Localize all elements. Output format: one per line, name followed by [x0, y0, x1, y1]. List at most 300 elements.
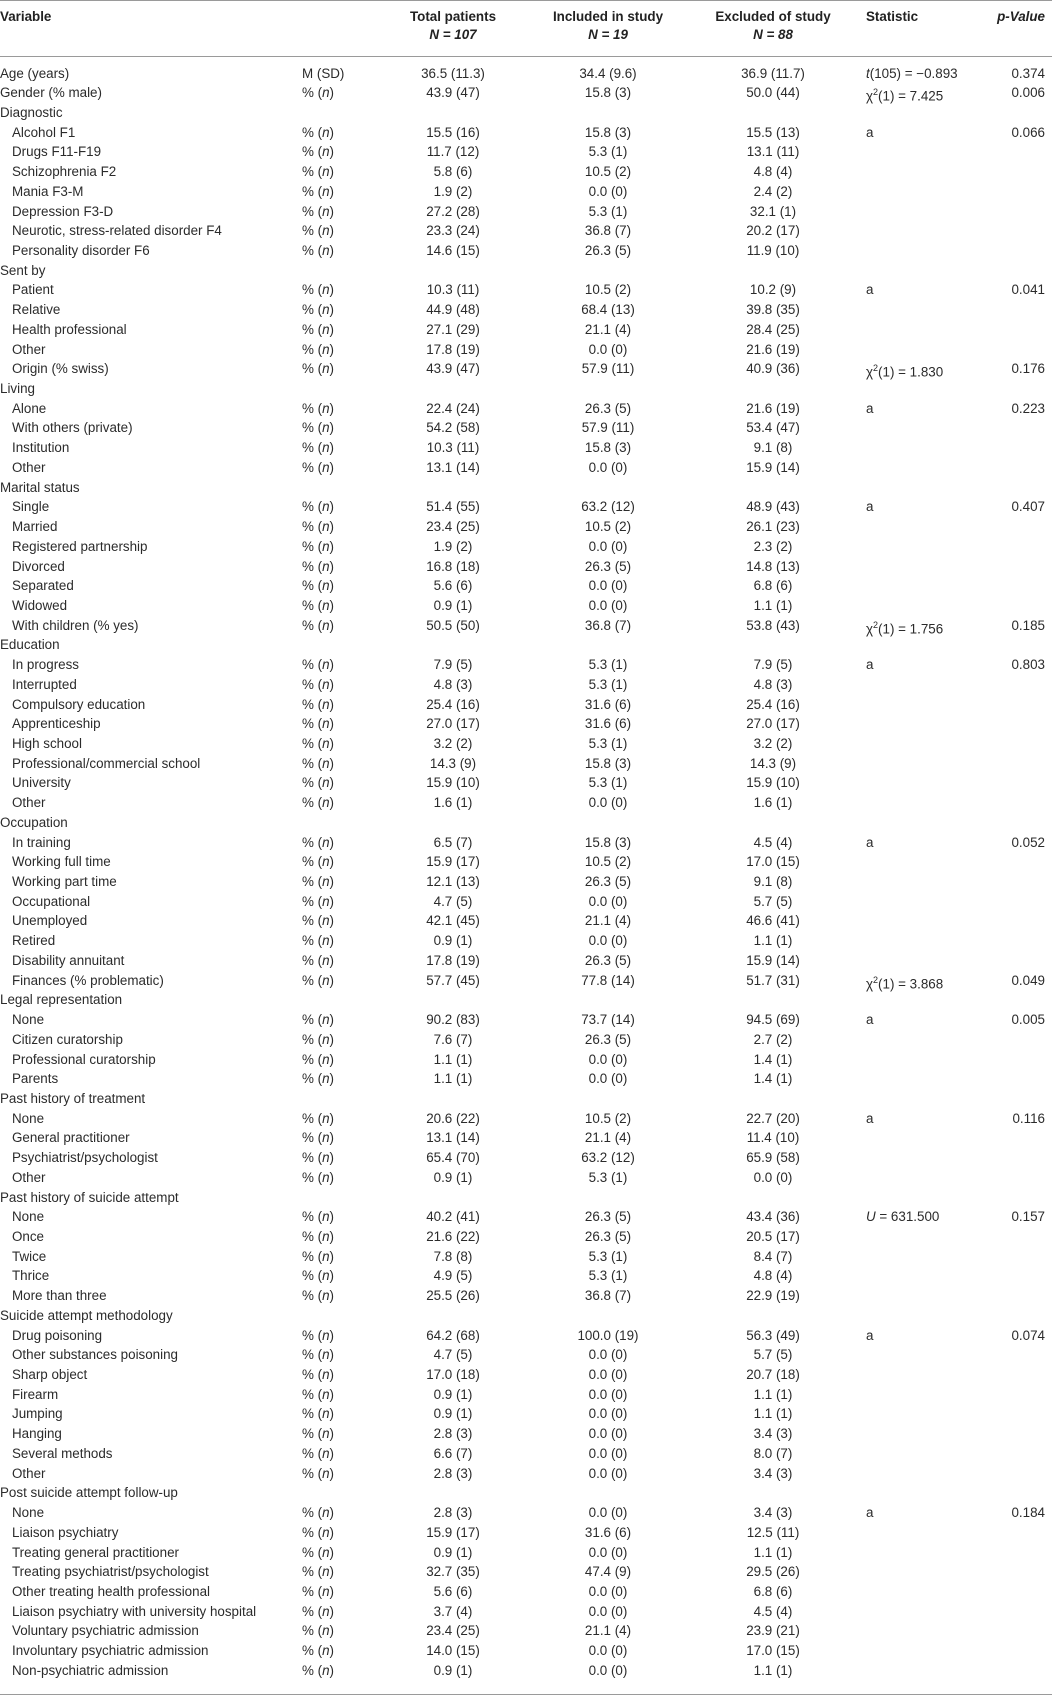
excluded-cell: 3.4 (3): [753, 1505, 793, 1521]
excluded-cell: 20.2 (17): [746, 223, 800, 239]
measure-cell: % (n): [302, 1643, 335, 1659]
table-row: [0, 1207, 1052, 1227]
measure-cell: % (n): [302, 282, 335, 298]
total-cell: 2.8 (3): [433, 1426, 473, 1442]
measure-cell: % (n): [302, 597, 335, 613]
included-cell: 0.0 (0): [588, 1583, 628, 1599]
variable-cell: Retired: [12, 933, 56, 949]
statistic-cell: a: [866, 657, 874, 673]
table-row: [0, 1365, 1052, 1385]
measure-cell: % (n): [302, 1130, 335, 1146]
group-row: [0, 103, 1052, 123]
included-cell: 26.3 (5): [584, 558, 632, 574]
measure-cell: % (n): [302, 933, 335, 949]
measure-cell: % (n): [302, 1012, 335, 1028]
header-included: [538, 8, 678, 44]
included-cell: 0.0 (0): [588, 1426, 628, 1442]
total-cell: 0.9 (1): [433, 933, 473, 949]
variable-cell: Other treating health professional: [12, 1583, 211, 1599]
measure-cell: % (n): [302, 1662, 335, 1678]
variable-cell: Married: [12, 519, 58, 535]
variable-cell: Once: [12, 1228, 45, 1244]
table-row: [0, 773, 1052, 793]
variable-cell: Marital status: [0, 479, 80, 495]
variable-cell: Gender (% male): [0, 85, 102, 101]
variable-cell: Interrupted: [12, 676, 77, 692]
excluded-cell: 20.5 (17): [746, 1228, 800, 1244]
table-row: [0, 596, 1052, 616]
variable-cell: Liaison psychiatry with university hospital: [12, 1603, 257, 1619]
total-cell: 65.4 (70): [426, 1150, 480, 1166]
variable-cell: Psychiatrist/psychologist: [12, 1150, 158, 1166]
header-total-n: N = 107: [429, 27, 477, 42]
variable-cell: Apprenticeship: [12, 716, 101, 732]
group-row: [0, 1483, 1052, 1503]
total-cell: 90.2 (83): [426, 1012, 480, 1028]
included-cell: 21.1 (4): [584, 913, 632, 929]
table-row: [0, 971, 1052, 991]
total-cell: 7.9 (5): [433, 657, 473, 673]
variable-cell: Professional curatorship: [12, 1051, 156, 1067]
included-cell: 0.0 (0): [588, 459, 628, 475]
included-cell: 5.3 (1): [588, 1169, 628, 1185]
statistic-cell: a: [866, 124, 874, 140]
total-cell: 2.8 (3): [433, 1505, 473, 1521]
table-row: [0, 1326, 1052, 1346]
excluded-cell: 21.6 (19): [746, 400, 800, 416]
variable-cell: Relative: [12, 302, 61, 318]
table-row: [0, 872, 1052, 892]
included-cell: 31.6 (6): [584, 716, 632, 732]
variable-cell: Drug poisoning: [12, 1327, 103, 1343]
table-row: [0, 714, 1052, 734]
header-pvalue: [950, 8, 1045, 26]
table-row: [0, 1010, 1052, 1030]
statistic-cell: a: [866, 1110, 874, 1126]
table-row: [0, 182, 1052, 202]
total-cell: 11.7 (12): [426, 144, 480, 160]
measure-cell: % (n): [302, 1031, 335, 1047]
variable-cell: Involuntary psychiatric admission: [12, 1643, 209, 1659]
variable-cell: Separated: [12, 578, 74, 594]
included-cell: 0.0 (0): [588, 538, 628, 554]
pvalue-cell: 0.066: [1011, 124, 1045, 140]
table-row: [0, 931, 1052, 951]
group-row: [0, 990, 1052, 1010]
measure-cell: % (n): [302, 657, 335, 673]
included-cell: 5.3 (1): [588, 735, 628, 751]
included-cell: 21.1 (4): [584, 1130, 632, 1146]
table-row: [0, 1286, 1052, 1306]
measure-cell: % (n): [302, 1583, 335, 1599]
variable-cell: Past history of treatment: [0, 1090, 146, 1106]
variable-cell: Hanging: [12, 1426, 62, 1442]
excluded-cell: 53.8 (43): [746, 617, 800, 633]
group-row: [0, 261, 1052, 281]
table-row: [0, 497, 1052, 517]
variable-cell: Other substances poisoning: [12, 1347, 178, 1363]
variable-cell: Drugs F11-F19: [12, 144, 102, 160]
variable-cell: Occupation: [0, 814, 68, 830]
pvalue-cell: 0.803: [1011, 657, 1045, 673]
variable-cell: None: [12, 1012, 45, 1028]
table-row: [0, 576, 1052, 596]
total-cell: 7.6 (7): [433, 1031, 473, 1047]
included-cell: 0.0 (0): [588, 1071, 628, 1087]
statistic-cell: a: [866, 1012, 874, 1028]
measure-cell: % (n): [302, 1347, 335, 1363]
included-cell: 10.5 (2): [584, 1110, 632, 1126]
table-row: [0, 162, 1052, 182]
measure-cell: % (n): [302, 420, 335, 436]
pvalue-cell: 0.006: [1011, 85, 1045, 101]
total-cell: 0.9 (1): [433, 1169, 473, 1185]
included-cell: 10.5 (2): [584, 164, 632, 180]
included-cell: 0.0 (0): [588, 1367, 628, 1383]
variable-cell: Other: [12, 1169, 46, 1185]
measure-cell: % (n): [302, 1248, 335, 1264]
included-cell: 31.6 (6): [584, 696, 632, 712]
included-cell: 0.0 (0): [588, 1406, 628, 1422]
excluded-cell: 10.2 (9): [749, 282, 797, 298]
excluded-cell: 6.8 (6): [753, 578, 793, 594]
variable-cell: Treating psychiatrist/psychologist: [12, 1564, 209, 1580]
total-cell: 25.4 (16): [426, 696, 480, 712]
total-cell: 13.1 (14): [426, 1130, 480, 1146]
measure-cell: % (n): [302, 1386, 335, 1402]
excluded-cell: 48.9 (43): [746, 499, 800, 515]
excluded-cell: 15.5 (13): [746, 124, 800, 140]
statistic-cell: $\chi^2(1) = 3.868$: [866, 974, 944, 992]
excluded-cell: 11.9 (10): [746, 242, 800, 258]
included-cell: 5.3 (1): [588, 144, 628, 160]
excluded-cell: 21.6 (19): [746, 341, 800, 357]
variable-cell: Other: [12, 1465, 46, 1481]
statistic-cell: $\chi^2(1) = 1.756$: [866, 619, 944, 637]
included-cell: 0.0 (0): [588, 1347, 628, 1363]
table-row: [0, 1602, 1052, 1622]
measure-cell: % (n): [302, 321, 335, 337]
table-row: [0, 1128, 1052, 1148]
excluded-cell: 1.4 (1): [753, 1051, 793, 1067]
included-cell: 0.0 (0): [588, 1386, 628, 1402]
measure-cell: % (n): [302, 834, 335, 850]
excluded-cell: 0.0 (0): [753, 1169, 793, 1185]
variable-cell: Finances (% problematic): [12, 972, 164, 988]
table-row: [0, 1503, 1052, 1523]
included-cell: 0.0 (0): [588, 1643, 628, 1659]
measure-cell: % (n): [302, 1071, 335, 1087]
variable-cell: Single: [12, 499, 50, 515]
excluded-cell: 1.1 (1): [753, 1662, 793, 1678]
included-cell: 0.0 (0): [588, 1445, 628, 1461]
total-cell: 0.9 (1): [433, 597, 473, 613]
total-cell: 5.6 (6): [433, 578, 473, 594]
variable-cell: Diagnostic: [0, 104, 63, 120]
variable-cell: Registered partnership: [12, 538, 148, 554]
excluded-cell: 36.9 (11.7): [741, 65, 805, 81]
included-cell: 21.1 (4): [584, 1623, 632, 1639]
variable-cell: Disability annuitant: [12, 952, 125, 968]
variable-cell: General practitioner: [12, 1130, 130, 1146]
variable-cell: Other: [12, 795, 46, 811]
pvalue-cell: 0.185: [1011, 617, 1045, 633]
total-cell: 15.5 (16): [426, 124, 480, 140]
table-row: [0, 359, 1052, 379]
measure-cell: % (n): [302, 1603, 335, 1619]
pvalue-cell: 0.176: [1011, 361, 1045, 377]
total-cell: 10.3 (11): [426, 440, 480, 456]
excluded-cell: 17.0 (15): [746, 1643, 800, 1659]
included-cell: 0.0 (0): [588, 933, 628, 949]
excluded-cell: 14.8 (13): [746, 558, 800, 574]
excluded-cell: 4.8 (4): [753, 164, 793, 180]
excluded-cell: 17.0 (15): [746, 854, 800, 870]
excluded-cell: 56.3 (49): [746, 1327, 800, 1343]
group-row: [0, 1306, 1052, 1326]
statistic-cell: a: [866, 400, 874, 416]
excluded-cell: 51.7 (31): [746, 972, 800, 988]
variable-cell: Compulsory education: [12, 696, 146, 712]
included-cell: 36.8 (7): [584, 1288, 632, 1304]
variable-cell: More than three: [12, 1288, 107, 1304]
total-cell: 44.9 (48): [426, 302, 480, 318]
measure-cell: % (n): [302, 617, 335, 633]
variable-cell: Occupational: [12, 893, 91, 909]
table-row: [0, 1050, 1052, 1070]
excluded-cell: 4.8 (4): [753, 1268, 793, 1284]
variable-cell: Alone: [12, 400, 47, 416]
total-cell: 57.7 (45): [426, 972, 480, 988]
included-cell: 68.4 (13): [581, 302, 635, 318]
total-cell: 17.8 (19): [426, 952, 480, 968]
included-cell: 15.8 (3): [584, 124, 632, 140]
measure-cell: % (n): [302, 716, 335, 732]
group-row: [0, 813, 1052, 833]
included-cell: 26.3 (5): [584, 874, 632, 890]
table-row: [0, 734, 1052, 754]
total-cell: 15.9 (17): [426, 854, 480, 870]
table-row: [0, 675, 1052, 695]
table-row: [0, 951, 1052, 971]
variable-cell: Suicide attempt methodology: [0, 1307, 173, 1323]
variable-cell: None: [12, 1505, 45, 1521]
total-cell: 6.6 (7): [433, 1445, 473, 1461]
included-cell: 26.3 (5): [584, 242, 632, 258]
included-cell: 15.8 (3): [584, 85, 632, 101]
included-cell: 0.0 (0): [588, 795, 628, 811]
measure-cell: % (n): [302, 1465, 335, 1481]
table-row: [0, 340, 1052, 360]
group-row: [0, 1188, 1052, 1208]
excluded-cell: 1.1 (1): [753, 597, 793, 613]
table-row: [0, 399, 1052, 419]
table-row: [0, 793, 1052, 813]
excluded-cell: 1.1 (1): [753, 1544, 793, 1560]
measure-cell: % (n): [302, 1288, 335, 1304]
group-row: [0, 379, 1052, 399]
excluded-cell: 3.2 (2): [753, 735, 793, 751]
total-cell: 3.2 (2): [433, 735, 473, 751]
table-row: [0, 1069, 1052, 1089]
included-cell: 21.1 (4): [584, 321, 632, 337]
measure-cell: % (n): [302, 795, 335, 811]
total-cell: 64.2 (68): [426, 1327, 480, 1343]
included-cell: 0.0 (0): [588, 893, 628, 909]
table-row: [0, 1562, 1052, 1582]
total-cell: 4.7 (5): [433, 1347, 473, 1363]
variable-cell: Other: [12, 459, 46, 475]
pvalue-cell: 0.005: [1011, 1012, 1045, 1028]
variable-cell: Education: [0, 637, 60, 653]
excluded-cell: 2.3 (2): [753, 538, 793, 554]
variable-cell: Working part time: [12, 874, 117, 890]
variable-cell: Thrice: [12, 1268, 50, 1284]
measure-cell: % (n): [302, 341, 335, 357]
total-cell: 22.4 (24): [426, 400, 480, 416]
total-cell: 14.0 (15): [426, 1643, 480, 1659]
included-cell: 34.4 (9.6): [579, 65, 637, 81]
included-cell: 0.0 (0): [588, 183, 628, 199]
variable-cell: Past history of suicide attempt: [0, 1189, 179, 1205]
statistic-cell: U = 631.500: [866, 1209, 940, 1225]
variable-cell: Working full time: [12, 854, 111, 870]
measure-cell: % (n): [302, 558, 335, 574]
excluded-cell: 7.9 (5): [753, 657, 793, 673]
measure-cell: % (n): [302, 775, 335, 791]
variable-cell: Sent by: [0, 262, 46, 278]
total-cell: 0.9 (1): [433, 1406, 473, 1422]
table-row: [0, 1641, 1052, 1661]
included-cell: 26.3 (5): [584, 1228, 632, 1244]
excluded-cell: 40.9 (36): [746, 361, 800, 377]
table-row: [0, 1582, 1052, 1602]
excluded-cell: 5.7 (5): [753, 1347, 793, 1363]
table-row: [0, 458, 1052, 478]
header-variable: Variable: [0, 9, 52, 24]
measure-cell: % (n): [302, 499, 335, 515]
variable-cell: Depression F3-D: [12, 203, 114, 219]
total-cell: 21.6 (22): [426, 1228, 480, 1244]
total-cell: 0.9 (1): [433, 1386, 473, 1402]
included-cell: 15.8 (3): [584, 834, 632, 850]
table-row: [0, 537, 1052, 557]
total-cell: 51.4 (55): [426, 499, 480, 515]
pvalue-cell: 0.407: [1011, 499, 1045, 515]
excluded-cell: 9.1 (8): [753, 874, 793, 890]
header-included-n: N = 19: [588, 27, 628, 42]
excluded-cell: 23.9 (21): [746, 1623, 800, 1639]
measure-cell: % (n): [302, 144, 335, 160]
table-row: [0, 754, 1052, 774]
measure-cell: % (n): [302, 1505, 335, 1521]
measure-cell: % (n): [302, 1524, 335, 1540]
included-cell: 5.3 (1): [588, 676, 628, 692]
variable-cell: Personality disorder F6: [12, 242, 150, 258]
excluded-cell: 32.1 (1): [749, 203, 797, 219]
total-cell: 7.8 (8): [433, 1248, 473, 1264]
total-cell: 23.4 (25): [426, 1623, 480, 1639]
excluded-cell: 94.5 (69): [746, 1012, 800, 1028]
variable-cell: None: [12, 1110, 45, 1126]
table-row: [0, 892, 1052, 912]
excluded-cell: 2.7 (2): [753, 1031, 793, 1047]
measure-cell: % (n): [302, 755, 335, 771]
variable-cell: Schizophrenia F2: [12, 164, 117, 180]
excluded-cell: 1.1 (1): [753, 933, 793, 949]
included-cell: 0.0 (0): [588, 1662, 628, 1678]
variable-cell: Alcohol F1: [12, 124, 76, 140]
measure-cell: % (n): [302, 696, 335, 712]
statistic-cell: a: [866, 1505, 874, 1521]
table-row: [0, 1030, 1052, 1050]
header-included-title: Included in study: [552, 9, 664, 24]
total-cell: 17.8 (19): [426, 341, 480, 357]
total-cell: 2.8 (3): [433, 1465, 473, 1481]
excluded-cell: 4.5 (4): [753, 1603, 793, 1619]
table-row: [0, 1464, 1052, 1484]
header-excluded: [703, 8, 843, 44]
variable-cell: With others (private): [12, 420, 133, 436]
variable-cell: Treating general practitioner: [12, 1544, 179, 1560]
table-row: [0, 1385, 1052, 1405]
variable-cell: Unemployed: [12, 913, 88, 929]
header-excluded-title: Excluded of study: [715, 9, 831, 24]
excluded-cell: 29.5 (26): [746, 1564, 800, 1580]
table-row: [0, 655, 1052, 675]
total-cell: 6.5 (7): [433, 834, 473, 850]
included-cell: 0.0 (0): [588, 341, 628, 357]
table-row: [0, 300, 1052, 320]
excluded-cell: 3.4 (3): [753, 1426, 793, 1442]
total-cell: 5.8 (6): [433, 164, 473, 180]
measure-cell: % (n): [302, 85, 335, 101]
measure-cell: % (n): [302, 676, 335, 692]
excluded-cell: 15.9 (14): [746, 952, 800, 968]
total-cell: 5.6 (6): [433, 1583, 473, 1599]
total-cell: 25.5 (26): [426, 1288, 480, 1304]
header-rule: [0, 56, 1052, 57]
total-cell: 23.3 (24): [426, 223, 480, 239]
table-row: [0, 1266, 1052, 1286]
excluded-cell: 50.0 (44): [746, 85, 800, 101]
total-cell: 14.6 (15): [426, 242, 480, 258]
included-cell: 57.9 (11): [581, 420, 635, 436]
variable-cell: Non-psychiatric admission: [12, 1662, 169, 1678]
measure-cell: % (n): [302, 1623, 335, 1639]
excluded-cell: 6.8 (6): [753, 1583, 793, 1599]
statistic-cell: $\chi^2(1) = 1.830$: [866, 363, 944, 380]
excluded-cell: 15.9 (10): [746, 775, 800, 791]
table-row: [0, 1148, 1052, 1168]
included-cell: 26.3 (5): [584, 1031, 632, 1047]
header-pvalue-text: p-Value: [997, 9, 1045, 24]
variable-cell: University: [12, 775, 71, 791]
variable-cell: Liaison psychiatry: [12, 1524, 119, 1540]
measure-cell: M (SD): [302, 65, 345, 81]
table-row: [0, 1621, 1052, 1641]
statistic-cell: a: [866, 1327, 874, 1343]
measure-cell: % (n): [302, 854, 335, 870]
pvalue-cell: 0.116: [1012, 1110, 1045, 1126]
measure-cell: % (n): [302, 1564, 335, 1580]
measure-cell: % (n): [302, 893, 335, 909]
included-cell: 36.8 (7): [584, 223, 632, 239]
excluded-cell: 4.8 (3): [753, 676, 793, 692]
excluded-cell: 14.3 (9): [749, 755, 797, 771]
header-total: [383, 8, 523, 44]
table-row: [0, 418, 1052, 438]
